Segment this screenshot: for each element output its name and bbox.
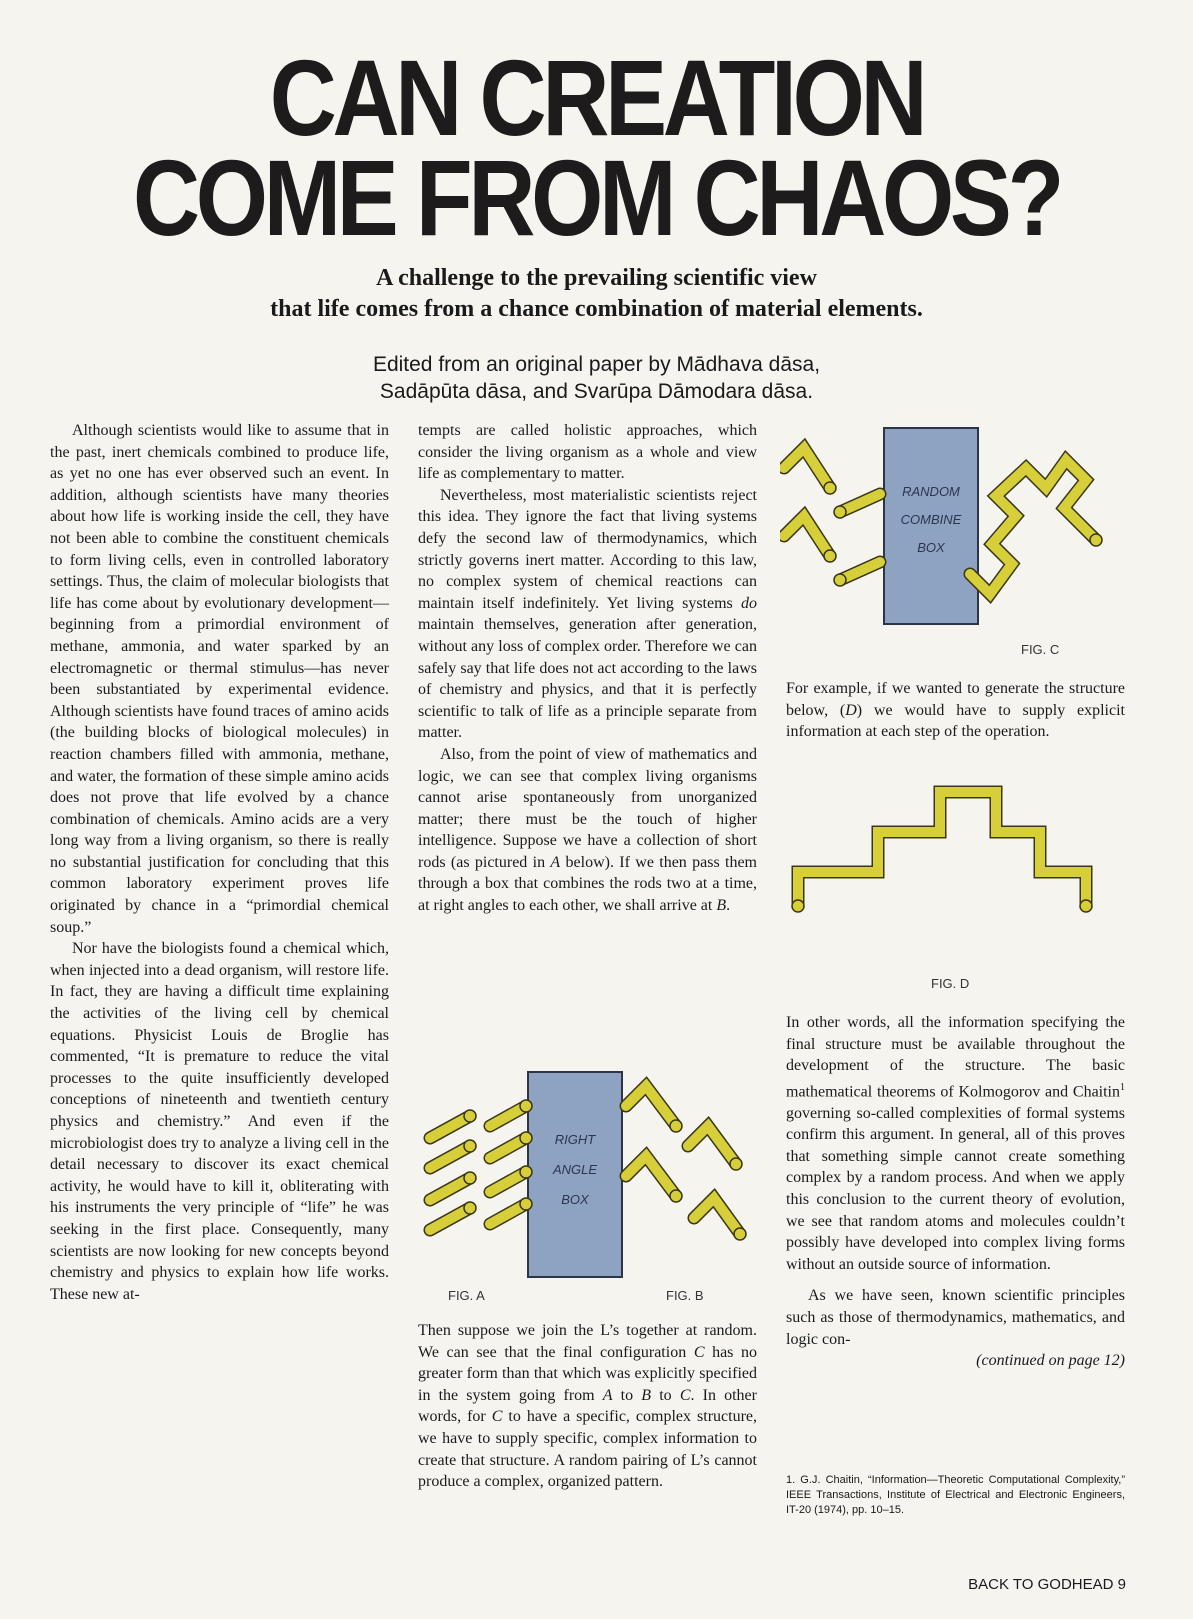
emphasis: B bbox=[716, 897, 727, 915]
rod-a-cap-1 bbox=[464, 1140, 476, 1152]
box-line-3: BOX bbox=[917, 540, 945, 555]
rod-a-cap-2 bbox=[464, 1172, 476, 1184]
l-shape-c-cap-1 bbox=[824, 550, 836, 562]
col2-paragraph-4 bbox=[418, 1320, 757, 1493]
page-folio: BACK TO GODHEAD 9 bbox=[968, 1576, 1126, 1593]
article-title bbox=[84, 37, 1110, 258]
subtitle-line-1: A challenge to the prevailing scientific view bbox=[376, 265, 817, 291]
title-line-1: CAN CREATION bbox=[269, 37, 924, 158]
rod-a-cap-0 bbox=[464, 1110, 476, 1122]
emphasis: B bbox=[641, 1386, 652, 1404]
text-run: to bbox=[651, 1386, 680, 1404]
structure-cap-right bbox=[1080, 900, 1092, 912]
col2-paragraph-3 bbox=[418, 744, 757, 917]
rod-a-cap-7 bbox=[520, 1198, 532, 1210]
column-1 bbox=[50, 420, 389, 1305]
text-run: maintain themselves, generation after generation, without any loss of complex order. Therefore we can safely say that life does not act according to the laws of chemistry and physics, and that it is perfectly scientific to talk of life as a principle separate from matter. bbox=[418, 616, 757, 742]
column-2-bottom bbox=[418, 1320, 757, 1493]
col3-paragraph-2 bbox=[786, 1012, 1125, 1275]
text-run: In other words, all the information specifying the final structure must be available throughout the development of the structure. The basic mathematical theorems of Kolmogorov and Chaitin bbox=[786, 1014, 1125, 1101]
rod-a-cap-6 bbox=[520, 1166, 532, 1178]
rod-a-3 bbox=[430, 1208, 470, 1230]
continued-note: (continued on page 12) bbox=[976, 1352, 1125, 1370]
rod-a-cap-3 bbox=[464, 1202, 476, 1214]
emphasis: C bbox=[679, 1386, 691, 1404]
rod-a-cap-4 bbox=[520, 1100, 532, 1112]
emphasis: do bbox=[741, 594, 757, 612]
subtitle-line-2: that life comes from a chance combination of material elements. bbox=[270, 296, 923, 322]
col1-paragraph-2: Nor have the biologists found a chemical which, when injected into a dead organism, will restore life. In fact, they are having a difficult time explaining the activities of the living cell by chemical equations. Physicist Louis de Broglie has commented, “It is premature to reduce the vital processes to the quite insufficiently developed conceptions of nineteenth and twentieth century physics and chemistry.” And even if the microbiologist does try to analyze a living cell in the detail necessary to discover its exact chemical activity, he would have to kill it, obliterating with his instruments the very principle of “life” he was seeking in the first place. Consequently, many scientists are now looking for new concepts beyond chemistry and physics to explain how life works. These new at- bbox=[50, 940, 389, 1303]
col3-paragraph-3: As we have seen, known scientific principles such as those of thermodynamics, mathematics, and logic con- bbox=[786, 1287, 1125, 1348]
footnote: 1. G.J. Chaitin, “Information—Theoretic Computational Complexity,” IEEE Transactions, Institute of Electrical and Electronic Engineers, IT-20 (1974), pp. 10–15. bbox=[786, 1474, 1125, 1516]
l-shape-b-cap-3 bbox=[734, 1228, 746, 1240]
rod-a-1 bbox=[430, 1146, 470, 1168]
rod-a-cap-5 bbox=[520, 1132, 532, 1144]
l-shape-b-cap-2 bbox=[670, 1190, 682, 1202]
l-shape-c-cap-0 bbox=[824, 482, 836, 494]
l-shape-b-cap-1 bbox=[730, 1158, 742, 1170]
title-line-2: COME FROM CHAOS? bbox=[132, 137, 1061, 258]
structure-d bbox=[792, 792, 1092, 912]
fig-d-label: FIG. D bbox=[931, 976, 970, 991]
column-3-bottom bbox=[786, 1012, 1125, 1372]
structure-cap-left bbox=[792, 900, 804, 912]
figure-a-b bbox=[418, 1068, 758, 1298]
rod-c-cap-0 bbox=[834, 506, 846, 518]
text-run: Also, from the point of view of mathematics and logic, we can see that complex living organisms cannot arise spontaneously from unorganized matter; there must be the touch of higher intelligence. Suppose we have a collection of short rods (as pictured in bbox=[418, 745, 757, 871]
emphasis: C bbox=[693, 1343, 705, 1361]
text-run: Nevertheless, most materialistic scientists reject this idea. They ignore the fact that living systems defy the second law of thermodynamics, which strictly governs inert matter. According to this law, no complex system of chemical reactions can maintain itself indefinitely. Yet living systems bbox=[418, 486, 757, 612]
emphasis: A bbox=[550, 853, 561, 871]
col3-paragraph-1 bbox=[786, 678, 1125, 743]
byline-line-2: Sadāpūta dāsa, and Svarūpa Dāmodara dāsa. bbox=[379, 380, 814, 403]
fig-b-label: FIG. B bbox=[666, 1288, 704, 1303]
text-run: ) we would have to supply explicit information at each step of the operation. bbox=[786, 701, 1125, 741]
text-run: has no greater form than that which was explicitly specified in the system going from bbox=[418, 1343, 758, 1404]
box-line-2: COMBINE bbox=[900, 512, 962, 527]
text-run: below). If we then pass them through a box that combines the rods two at a time, at right angles to each other, we shall arrive at bbox=[418, 853, 758, 915]
l-shape-b-cap-0 bbox=[670, 1120, 682, 1132]
figure-d bbox=[790, 782, 1120, 962]
text-run: For example, if we wanted to generate the structure below, ( bbox=[786, 680, 1125, 719]
footnote-marker: 1 bbox=[1120, 1081, 1125, 1093]
rod-a-0 bbox=[430, 1116, 470, 1138]
subtitle bbox=[0, 263, 1193, 325]
byline-line-1: Edited from an original paper by Mādhava dāsa, bbox=[372, 353, 821, 376]
text-run: . bbox=[726, 897, 731, 915]
fig-c-label: FIG. C bbox=[1021, 642, 1060, 657]
rods-a bbox=[430, 1100, 532, 1230]
emphasis: D bbox=[845, 701, 857, 719]
column-3-top bbox=[786, 678, 1125, 743]
figure-c bbox=[780, 424, 1120, 634]
emphasis: A bbox=[602, 1386, 613, 1404]
byline bbox=[0, 351, 1193, 405]
text-run: to have a specific, complex structure, we have to supply specific, complex information to create that structure. A random pairing of L’s cannot produce a complex, organized pattern. bbox=[418, 1408, 757, 1491]
rod-c-cap-1 bbox=[834, 574, 846, 586]
emphasis: C bbox=[491, 1408, 503, 1426]
column-2-top bbox=[418, 420, 757, 917]
box-line-3: BOX bbox=[561, 1192, 589, 1207]
text-run: . In other words, for bbox=[418, 1386, 757, 1426]
box-line-1: RANDOM bbox=[902, 484, 960, 499]
col1-paragraph-1: Although scientists would like to assume that in the past, inert chemicals combined to produce life, as yet no one has ever observed such an event. In addition, although scientists have many theories about how life is working inside the cell, they have not been able to combine the constituent chemicals to form living cells, even in controlled laboratory settings. Thus, the claim of molecular biologists that life has come about by evolutionary development—beginning from a primordial environment of methane, ammonia, and water sparked by an electromagnetic or thermal stimulus—has never been substantiated by experimental evidence. Although scientists have found traces of amino acids (the building blocks of biological molecules) in reaction chambers filled with ammonia, methane, and water, the formation of these simple amino acids does not prove that life evolved by a chance combination of chemicals. Amino acids are a very long way from a living organism, so there is really no substantial justification for concluding that this common laboratory experiment proves life originated by chance in a “primordial chemical soup.” bbox=[50, 422, 389, 936]
box-line-1: RIGHT bbox=[554, 1132, 596, 1147]
rods-b bbox=[626, 1086, 746, 1240]
text-run: governing so-called complexities of formal systems confirm this argument. In general, all of this proves that something simple cannot create something complex by a random process. And when we apply this conclusion to the current theory of evolution, we see that random atoms and molecules couldn’t possibly have developed into complex living forms without an outside source of information. bbox=[786, 1104, 1125, 1273]
text-run: to bbox=[612, 1386, 642, 1404]
box-line-2: ANGLE bbox=[552, 1162, 598, 1177]
zigzag-c-cap bbox=[1090, 534, 1102, 546]
stepped-structure bbox=[798, 792, 1086, 906]
col2-paragraph-1: tempts are called holistic approaches, which consider the living organism as a whole and view life as complementary to matter. bbox=[418, 422, 757, 483]
text-run: Then suppose we join the L’s together at random. We can see that the final configuration bbox=[418, 1322, 757, 1361]
fig-a-label: FIG. A bbox=[448, 1288, 485, 1303]
col2-paragraph-2 bbox=[418, 485, 757, 744]
rod-a-2 bbox=[430, 1178, 470, 1200]
